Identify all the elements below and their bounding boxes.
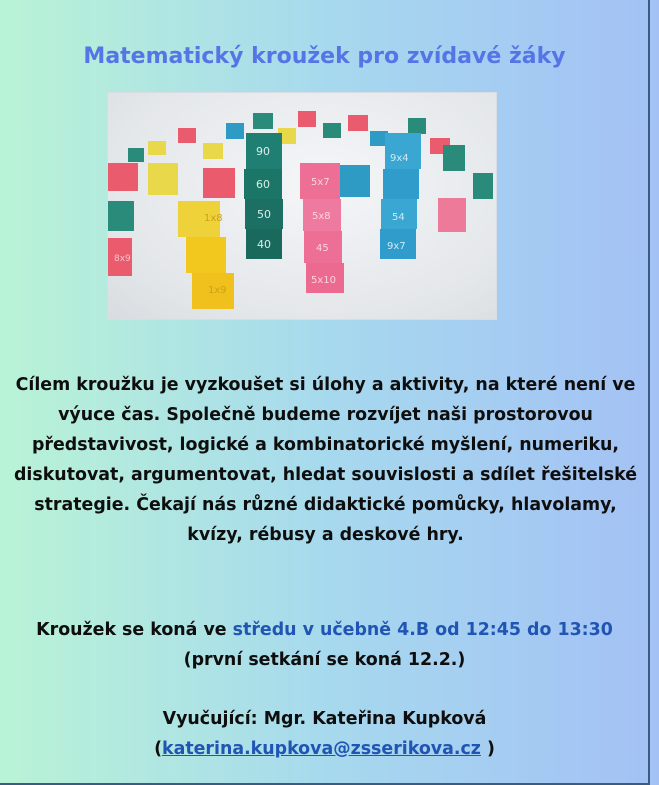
background-cube <box>148 163 178 195</box>
yellow-cube <box>186 237 226 273</box>
background-cube <box>348 115 368 131</box>
teacher-email-link[interactable]: katerina.kupkova@zsserikova.cz <box>162 739 481 759</box>
background-cube <box>338 165 370 197</box>
cube-label-45: 45 <box>316 243 329 254</box>
cubes-illustration <box>108 93 497 320</box>
background-cube <box>473 173 493 199</box>
cube-label-8x9: 8x9 <box>114 254 131 264</box>
background-cube <box>203 168 235 198</box>
background-cube <box>108 163 138 191</box>
cube-label-9x7: 9x7 <box>387 241 406 252</box>
teacher-name: Vyučující: Mgr. Kateřina Kupková <box>162 709 487 729</box>
background-cube <box>128 148 144 162</box>
schedule-time-room: středu v učebně 4.B od 12:45 do 13:30 <box>232 620 613 640</box>
background-cube <box>438 198 466 232</box>
background-cube <box>443 145 465 171</box>
background-cube <box>203 143 223 159</box>
background-cube <box>298 111 316 127</box>
cube-label-50: 50 <box>257 208 271 221</box>
teacher-info <box>0 704 649 764</box>
schedule-first-meeting: (první setkání se koná 12.2.) <box>183 650 466 670</box>
blue-cube <box>383 169 419 199</box>
flyer-title: Matematický kroužek pro zvídavé žáky <box>83 44 566 69</box>
schedule-prefix: Kroužek se koná ve <box>36 620 233 640</box>
background-cube <box>108 201 134 231</box>
cube-label-1x9: 1x9 <box>208 285 227 296</box>
cube-label-60: 60 <box>256 178 270 191</box>
cube-label-5x7: 5x7 <box>311 177 330 188</box>
cube-label-5x10: 5x10 <box>311 275 337 286</box>
teacher-contact <box>0 734 649 764</box>
cube-label-40: 40 <box>257 238 271 251</box>
schedule-info <box>20 615 629 675</box>
background-cube <box>226 123 244 139</box>
background-cube <box>178 128 196 143</box>
cube-label-90: 90 <box>256 145 270 158</box>
cube-label-5x8: 5x8 <box>312 211 331 222</box>
cube-label-9x4: 9x4 <box>390 153 409 164</box>
paren-open: ( <box>154 739 163 759</box>
club-description: Cílem kroužku je vyzkoušet si úlohy a aktivity, na které není ve výuce čas. Společně budeme rozvíjet naši prostorovou představivost, logické a kombinatorické myšlení, numeriku, diskutovat, argumentovat, hledat souvislosti a sdílet řešitelské strategie. Čekají nás různé didaktické pomůcky, hlavolamy, kvízy, rébusy a deskové hry. <box>13 375 638 545</box>
background-cube <box>253 113 273 129</box>
cube-label-1x8: 1x8 <box>204 213 223 224</box>
background-cube <box>148 141 166 155</box>
cube-label-54: 54 <box>392 212 405 223</box>
math-cubes-photo <box>107 92 497 320</box>
background-cube <box>408 118 426 134</box>
paren-close: ) <box>480 739 495 759</box>
background-cube <box>323 123 341 138</box>
